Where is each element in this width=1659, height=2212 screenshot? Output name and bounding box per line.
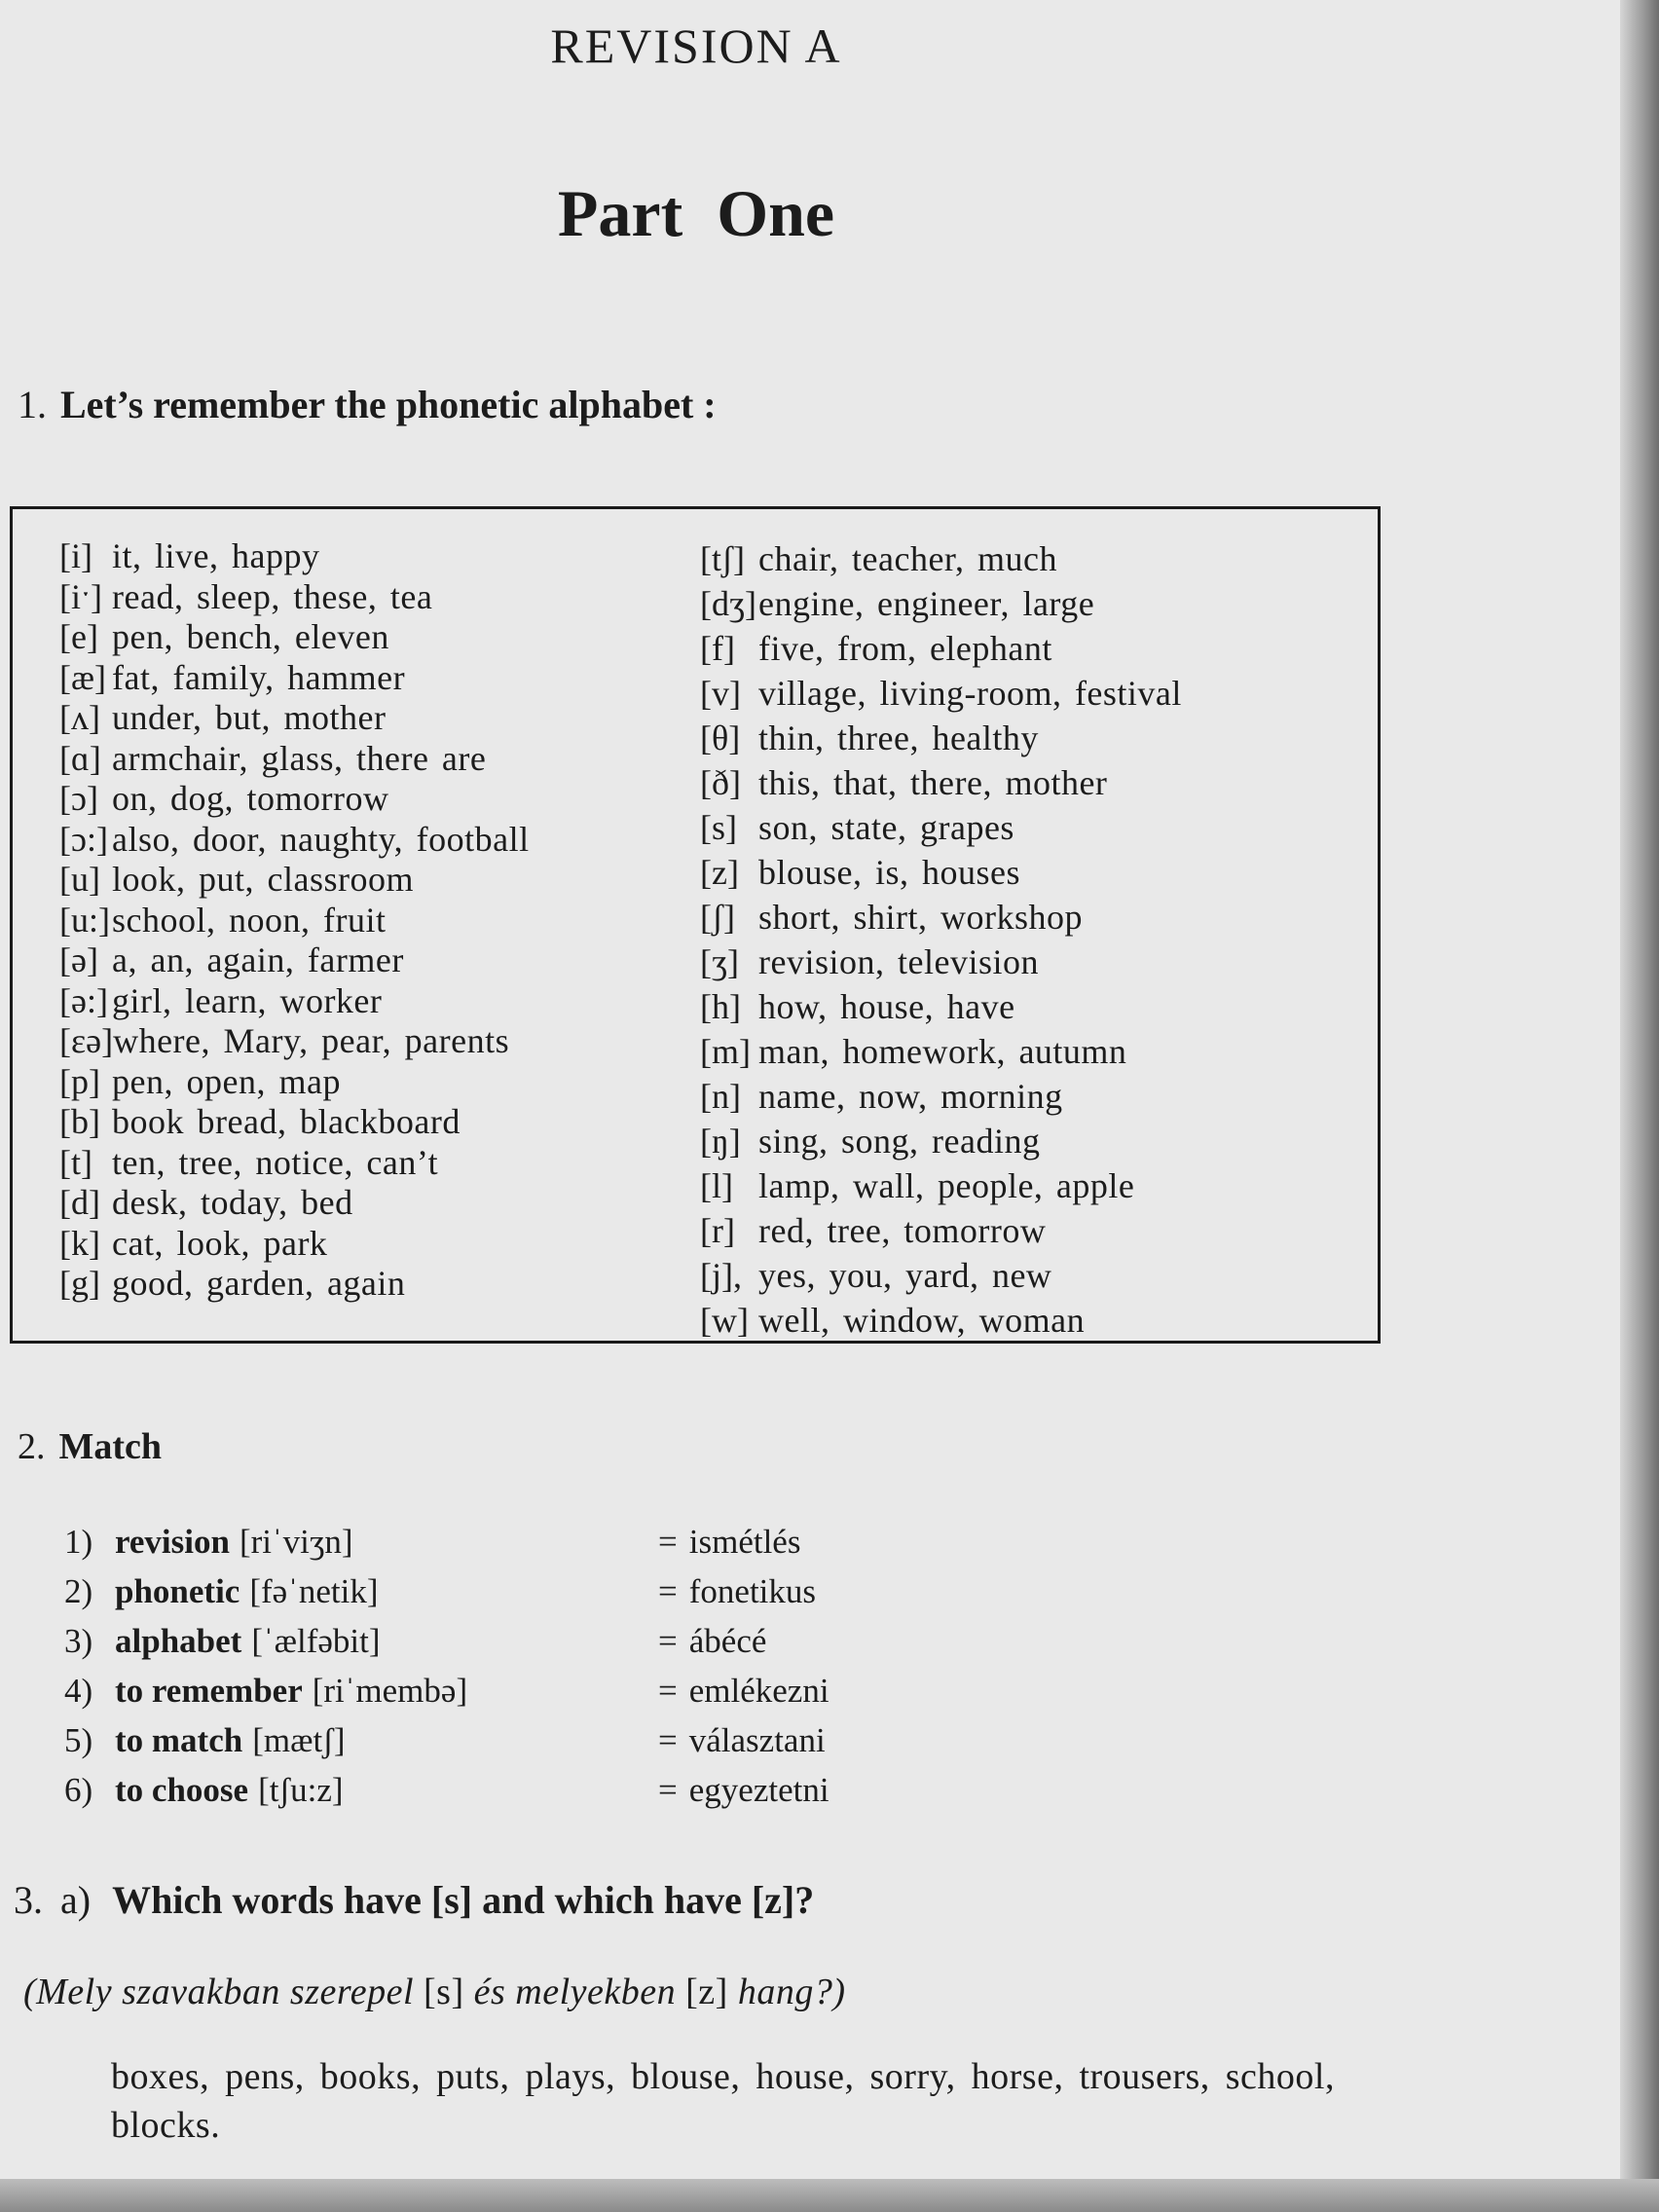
example-words: well, window, woman (758, 1301, 1086, 1340)
match-meaning: emlékezni (688, 1672, 830, 1710)
phonetic-row (700, 1119, 1182, 1163)
phonetic-symbol: [k] (59, 1223, 100, 1263)
phonetic-symbol: [dʒ] (700, 584, 756, 623)
phonetic-symbol: [l] (700, 1166, 733, 1205)
match-meaning: választani (688, 1721, 826, 1759)
phonetic-symbol: [b] (59, 1102, 100, 1141)
match-number: 1) (64, 1523, 93, 1561)
equals-sign: = (658, 1622, 678, 1660)
phonetic-row (700, 716, 1182, 760)
phonetic-row (700, 805, 1182, 850)
match-row (64, 1765, 940, 1815)
match-meaning: ismétlés (688, 1523, 801, 1561)
phonetic-symbol: [ə:] (59, 980, 108, 1020)
phonetic-row (59, 1021, 530, 1062)
phonetic-row (59, 1143, 530, 1184)
match-row (64, 1715, 940, 1765)
match-row (64, 1616, 940, 1666)
example-words: red, tree, tomorrow (758, 1211, 1047, 1250)
example-words: lamp, wall, people, apple (758, 1166, 1135, 1205)
phonetic-symbol: [g] (59, 1264, 100, 1303)
phonetic-symbol: [v] (700, 674, 741, 713)
example-words: armchair, glass, there are (112, 738, 487, 778)
phonetic-row (700, 536, 1182, 581)
match-row (64, 1567, 940, 1616)
phonetic-symbol: [f] (700, 629, 735, 668)
exercise-3-sub: a) (60, 1878, 92, 1922)
example-words: thin, three, healthy (758, 719, 1039, 757)
example-words: under, but, mother (112, 698, 387, 737)
instruction-part-a: (Mely szavakban szerepel (23, 1972, 415, 2012)
phonetic-column-consonants (700, 536, 1182, 1343)
phonetic-row (59, 698, 530, 739)
example-words: fat, family, hammer (112, 657, 406, 697)
example-words: where, Mary, pear, parents (113, 1021, 510, 1060)
phonetic-row (59, 779, 530, 820)
page-gutter-shadow (1620, 0, 1659, 2212)
match-row (64, 1666, 940, 1715)
match-number: 6) (64, 1771, 93, 1809)
match-number: 5) (64, 1721, 93, 1759)
phonetic-row (700, 1298, 1182, 1343)
equals-sign: = (658, 1721, 678, 1759)
match-phonetic: [fəˈnetik] (249, 1572, 379, 1610)
example-words: yes, you, yard, new (758, 1256, 1052, 1295)
phonetic-symbol: [m] (700, 1032, 751, 1071)
phonetic-row (59, 820, 530, 861)
revision-heading: REVISION A (550, 18, 842, 73)
phonetic-row (700, 940, 1182, 984)
phonetic-symbol: [θ] (700, 719, 741, 757)
phonetic-symbol: [ə] (59, 940, 98, 979)
phonetic-symbol: [ʒ] (700, 942, 739, 981)
match-phonetic: [mætʃ] (252, 1721, 346, 1759)
match-number: 2) (64, 1572, 93, 1610)
phonetic-row (700, 1253, 1182, 1298)
example-words: good, garden, again (112, 1264, 406, 1303)
phonetic-symbol: [iˑ] (59, 576, 102, 616)
example-words: five, from, elephant (758, 629, 1052, 668)
instruction-symbol-s: [s] (424, 1972, 464, 2012)
phonetic-symbol: [ð] (700, 763, 741, 802)
phonetic-symbol: [s] (700, 808, 737, 847)
match-phonetic: [riˈmembə] (312, 1672, 468, 1710)
phonetic-symbol: [ʃ] (700, 898, 735, 937)
match-phonetic: [ˈælfəbit] (251, 1622, 381, 1660)
exercise-1-heading (18, 382, 717, 427)
phonetic-row (700, 626, 1182, 671)
match-word: alphabet (115, 1622, 242, 1660)
phonetic-symbol: [æ] (59, 657, 106, 697)
match-meaning-group (658, 1715, 826, 1765)
match-word: to remember (115, 1672, 303, 1710)
phonetic-symbol: [ɑ] (59, 738, 101, 778)
example-words: this, that, there, mother (758, 763, 1108, 802)
match-number: 3) (64, 1622, 93, 1660)
match-meaning-group (658, 1567, 816, 1616)
example-words: a, an, again, farmer (112, 940, 404, 979)
match-phonetic: [tʃu:z] (258, 1771, 344, 1809)
phonetic-row (59, 577, 530, 618)
match-meaning-group (658, 1616, 766, 1666)
example-words: cat, look, park (112, 1223, 328, 1263)
match-word: to match (115, 1721, 243, 1759)
example-words: short, shirt, workshop (758, 898, 1083, 937)
phonetic-symbol: [d] (59, 1183, 100, 1222)
equals-sign: = (658, 1771, 678, 1809)
example-words: book bread, blackboard (112, 1102, 461, 1141)
example-words: on, dog, tomorrow (112, 779, 389, 818)
match-number: 4) (64, 1672, 93, 1710)
match-meaning-group (658, 1517, 800, 1567)
example-words: girl, learn, worker (112, 980, 383, 1020)
phonetic-symbol: [n] (700, 1077, 741, 1116)
phonetic-row (59, 1224, 530, 1265)
example-words: it, live, happy (112, 536, 320, 575)
phonetic-symbol: [t] (59, 1142, 92, 1182)
phonetic-row (59, 617, 530, 658)
example-words: how, house, have (758, 987, 1015, 1026)
phonetic-symbol: [ʌ] (59, 698, 100, 737)
exercise-3-number: 3. (14, 1878, 43, 1922)
exercise-1-title: Let’s remember the phonetic alphabet : (60, 383, 717, 426)
phonetic-row (700, 671, 1182, 716)
phonetic-row (59, 1062, 530, 1103)
instruction-symbol-z: [z] (685, 1972, 728, 2012)
example-words: desk, today, bed (112, 1183, 353, 1222)
phonetic-symbol: [j], (700, 1256, 742, 1295)
phonetic-row (700, 581, 1182, 626)
match-word: to choose (115, 1771, 249, 1809)
part-title: Part One (557, 176, 835, 250)
example-words: sing, song, reading (758, 1122, 1041, 1161)
phonetic-row (59, 901, 530, 941)
example-words: school, noon, fruit (112, 900, 387, 940)
phonetic-alphabet-box (10, 506, 1381, 1344)
phonetic-row (59, 1102, 530, 1143)
example-words: chair, teacher, much (758, 539, 1057, 578)
phonetic-symbol: [εə] (59, 1021, 114, 1060)
example-words: name, now, morning (758, 1077, 1063, 1116)
phonetic-row (59, 940, 530, 981)
phonetic-symbol: [e] (59, 617, 98, 656)
exercise-2-title: Match (58, 1426, 163, 1467)
exercise-2-number: 2. (18, 1426, 46, 1467)
example-words: engine, engineer, large (758, 584, 1095, 623)
phonetic-row (700, 1029, 1182, 1074)
phonetic-symbol: [ɔ] (59, 779, 98, 818)
phonetic-row (700, 850, 1182, 895)
phonetic-row (59, 1183, 530, 1224)
match-word: revision (115, 1523, 230, 1561)
phonetic-symbol: [i] (59, 536, 92, 575)
match-meaning: fonetikus (688, 1572, 817, 1610)
phonetic-symbol: [ɔ:] (59, 819, 108, 859)
phonetic-row (700, 1074, 1182, 1119)
example-words: man, homework, autumn (758, 1032, 1127, 1071)
match-word: phonetic (115, 1572, 240, 1610)
phonetic-row (59, 739, 530, 780)
phonetic-symbol: [z] (700, 853, 739, 892)
example-words: read, sleep, these, tea (112, 576, 433, 616)
exercise-3-question: Which words have [s] and which have [z]? (112, 1878, 815, 1922)
phonetic-row (59, 981, 530, 1022)
phonetic-row (700, 760, 1182, 805)
match-phonetic: [riˈviʒn] (239, 1523, 353, 1561)
exercise-3-instruction (23, 1971, 845, 2013)
example-words: revision, television (758, 942, 1039, 981)
phonetic-symbol: [ŋ] (700, 1122, 741, 1161)
page-bottom-edge (0, 2179, 1659, 2212)
example-words: pen, bench, eleven (112, 617, 389, 656)
example-words: village, living-room, festival (758, 674, 1182, 713)
exercise-3-heading (14, 1877, 814, 1923)
match-meaning-group (658, 1765, 830, 1815)
example-words: son, state, grapes (758, 808, 1014, 847)
phonetic-symbol: [u:] (59, 900, 110, 940)
match-list (64, 1517, 940, 1815)
instruction-part-c: hang?) (737, 1972, 846, 2012)
match-meaning: ábécé (688, 1622, 767, 1660)
example-words: blouse, is, houses (758, 853, 1020, 892)
exercise-3-word-list: boxes, pens, books, puts, plays, blouse, house, sorry, horse, trousers, school, blocks. (111, 2056, 1335, 2146)
match-meaning-group (658, 1666, 830, 1715)
phonetic-row (59, 536, 530, 577)
phonetic-row (700, 1163, 1182, 1208)
phonetic-row (700, 1208, 1182, 1253)
phonetic-row (59, 1264, 530, 1305)
match-row (64, 1517, 940, 1567)
phonetic-row (59, 860, 530, 901)
example-words: pen, open, map (112, 1061, 341, 1101)
phonetic-row (700, 984, 1182, 1029)
phonetic-row (59, 658, 530, 699)
phonetic-row (700, 895, 1182, 940)
exercise-1-number: 1. (18, 383, 47, 426)
instruction-part-b: és melyekben (473, 1972, 677, 2012)
phonetic-symbol: [w] (700, 1301, 749, 1340)
phonetic-symbol: [r] (700, 1211, 735, 1250)
exercise-2-heading (18, 1425, 162, 1468)
phonetic-symbol: [u] (59, 860, 100, 899)
phonetic-column-vowels (59, 536, 530, 1305)
phonetic-symbol: [p] (59, 1061, 100, 1101)
example-words: also, door, naughty, football (112, 819, 530, 859)
example-words: look, put, classroom (112, 860, 414, 899)
equals-sign: = (658, 1672, 678, 1710)
equals-sign: = (658, 1523, 678, 1561)
equals-sign: = (658, 1572, 678, 1610)
phonetic-symbol: [tʃ] (700, 539, 745, 578)
phonetic-symbol: [h] (700, 987, 741, 1026)
example-words: ten, tree, notice, can’t (112, 1142, 439, 1182)
match-meaning: egyeztetni (688, 1771, 830, 1809)
